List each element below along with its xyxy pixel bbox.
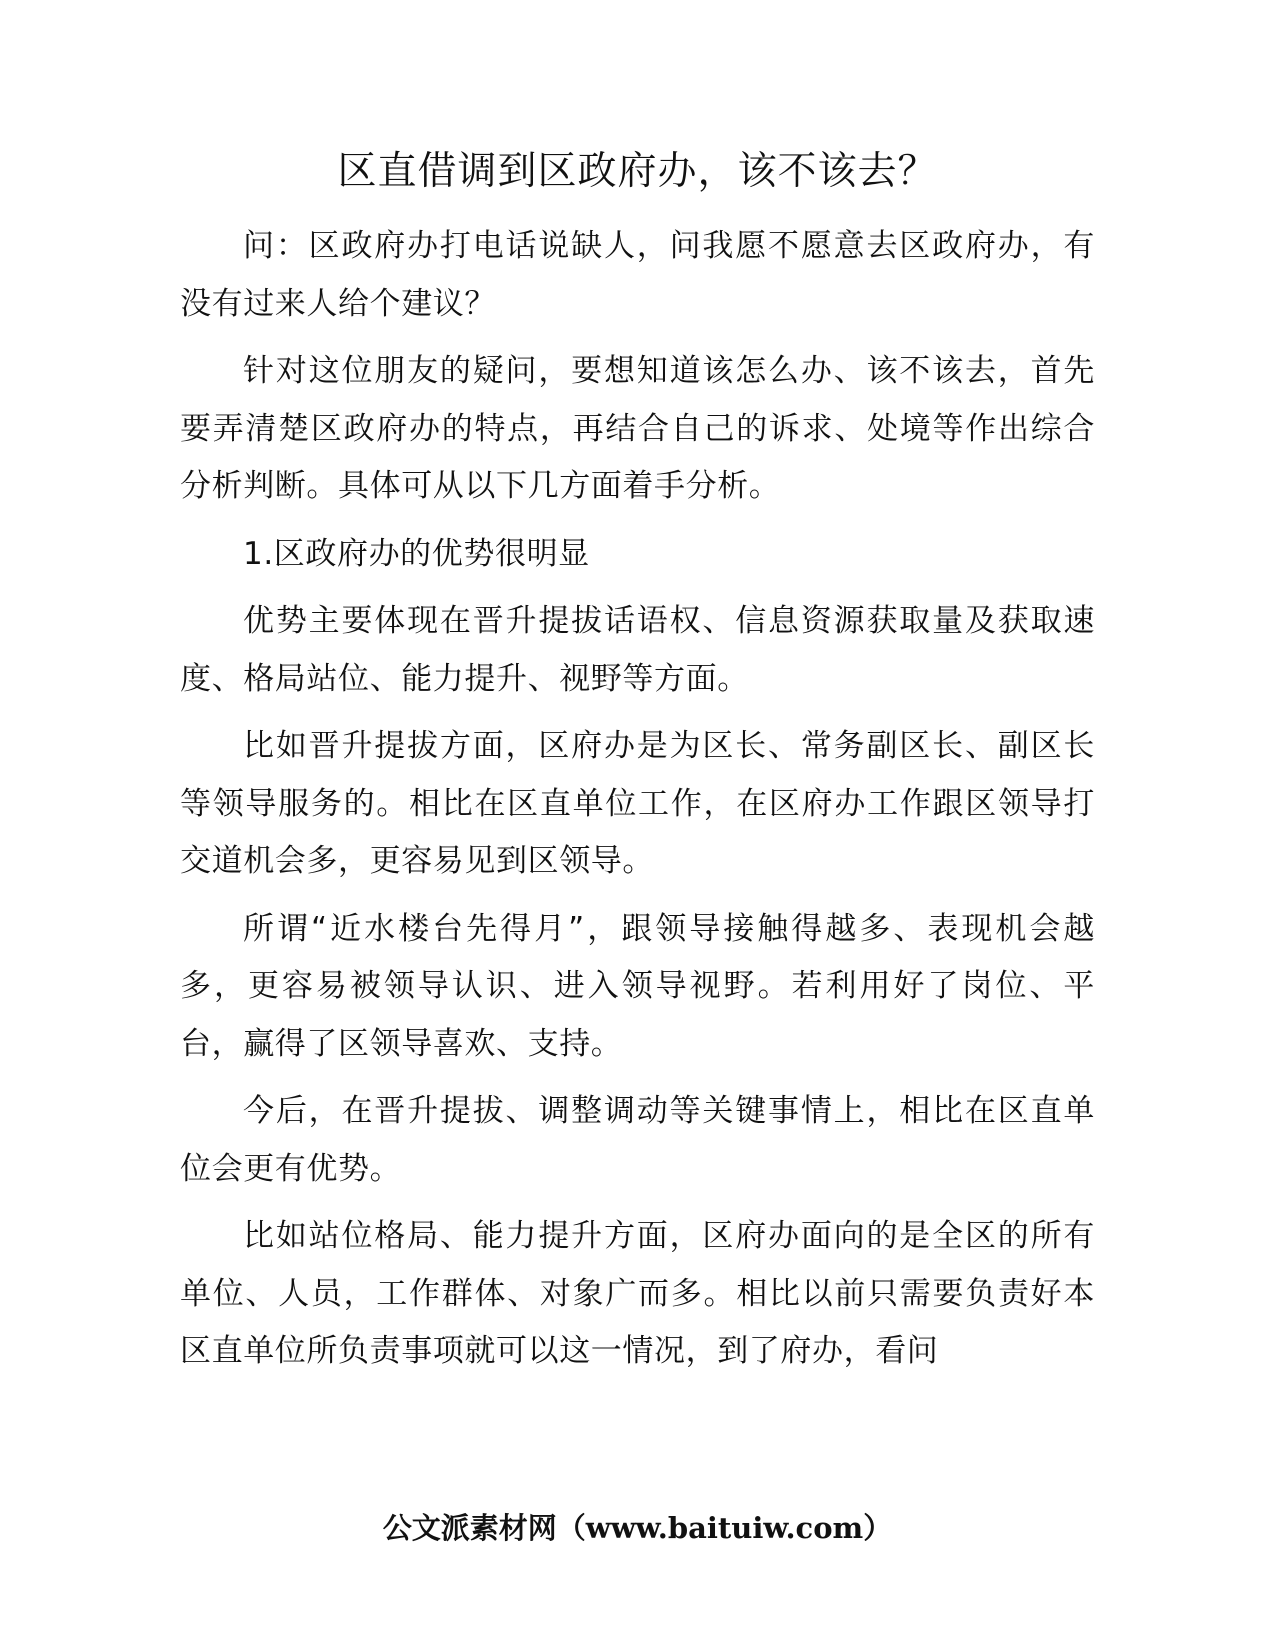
paragraph-intro: 针对这位朋友的疑问，要想知道该怎么办、该不该去，首先要弄清楚区政府办的特点，再结合自己的诉求、处境等作出综合分析判断。具体可从以下几方面着手分析。 bbox=[180, 353, 1095, 504]
section-heading: 1.区政府办的优势很明显 bbox=[243, 535, 590, 572]
paragraph-future: 今后，在晋升提拔、调整调动等关键事情上，相比在区直单位会更有优势。 bbox=[180, 1093, 1095, 1187]
paragraph-perspective: 比如站位格局、能力提升方面，区府办面向的是全区的所有单位、人员，工作群体、对象广而多。相比以前只需要负责好本区直单位所负责事项就可以这一情况，到了府办，看问 bbox=[180, 1218, 1095, 1369]
paragraph-advantages: 优势主要体现在晋升提拔话语权、信息资源获取量及获取速度、格局站位、能力提升、视野等方面。 bbox=[180, 603, 1095, 697]
paragraph-promotion: 比如晋升提拔方面，区府办是为区长、常务副区长、副区长等领导服务的。相比在区直单位工作，在区府办工作跟区领导打交道机会多，更容易见到区领导。 bbox=[180, 728, 1095, 879]
paragraph-question: 问：区政府办打电话说缺人，问我愿不愿意去区政府办，有没有过来人给个建议？ bbox=[180, 228, 1095, 322]
document-title: 区直借调到区政府办，该不该去？ bbox=[337, 149, 938, 194]
paragraph-proverb: 所谓“近水楼台先得月”，跟领导接触得越多、表现机会越多，更容易被领导认识、进入领导视野。若利用好了岗位、平台，赢得了区领导喜欢、支持。 bbox=[180, 910, 1095, 1062]
document-body bbox=[180, 218, 1095, 1391]
footer-watermark: 公文派素材网（www.baituiw.com） bbox=[382, 1511, 893, 1545]
